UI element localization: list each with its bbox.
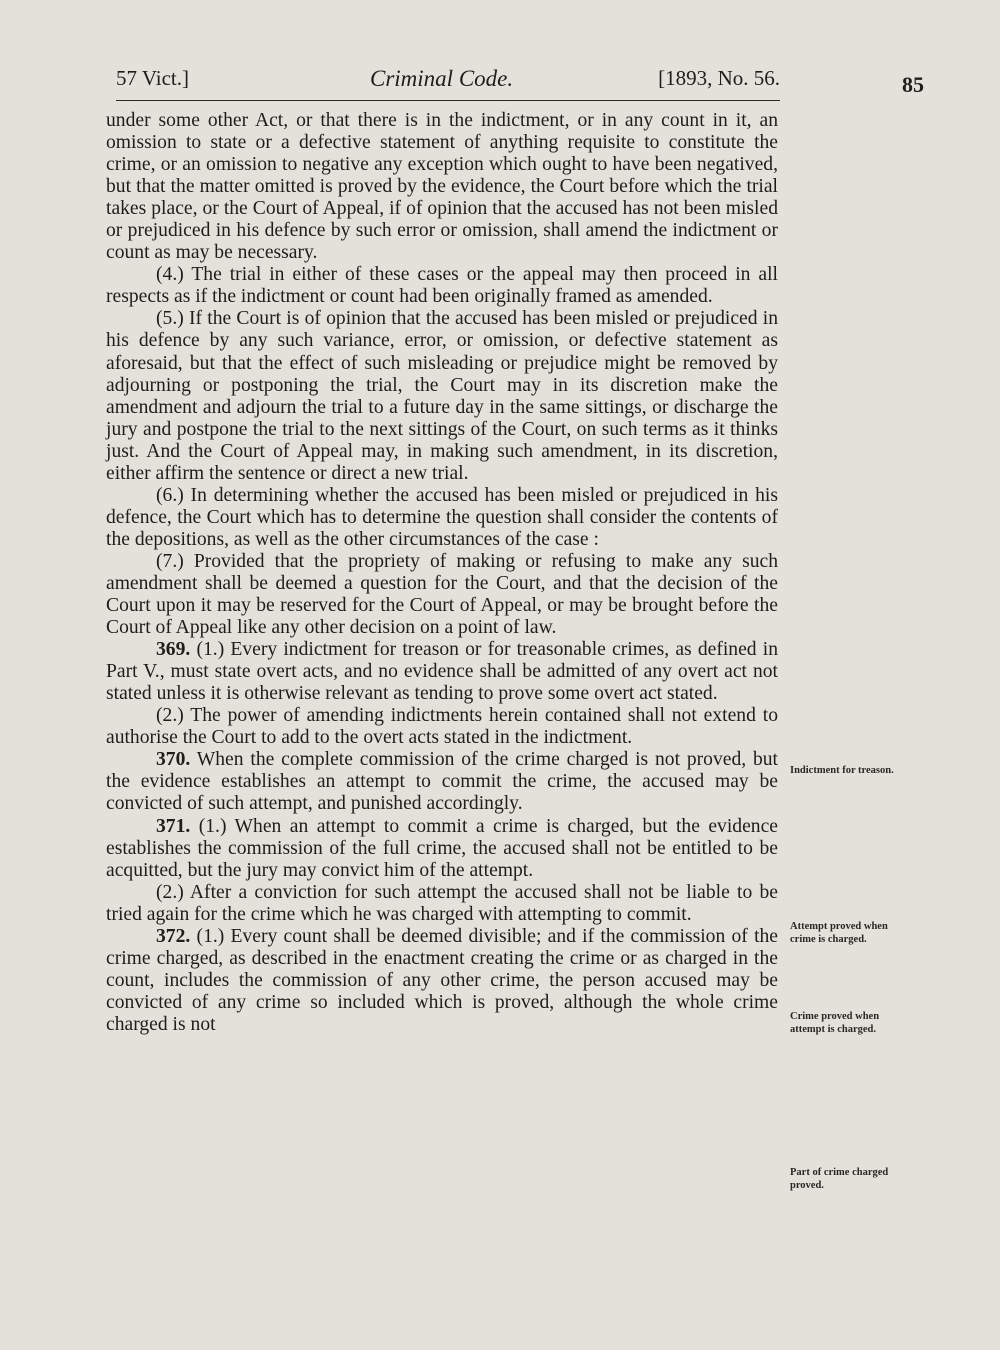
header-regnal-year: 57 Vict.] xyxy=(116,66,190,90)
subsection-paragraph xyxy=(106,551,778,639)
paragraph-text: When the complete commission of the crime charged is not proved, but the evidence establishes an attempt to commit the crime, the accused may be convicted of such attempt, and punished accordingly. xyxy=(106,749,778,815)
section-number: 371. xyxy=(156,815,191,837)
section-paragraph xyxy=(106,816,778,882)
paragraph-text: (7.) Provided that the propriety of making or refusing to make any such amendment shall be deemed a question for the Court, and that the decision of the Court upon it may be reserved for the Court of Appeal, or may be brought before the Court of Appeal like any other decision on a point of law. xyxy=(106,550,778,639)
subsection-paragraph xyxy=(106,705,778,749)
subsection-paragraph xyxy=(106,882,778,926)
paragraph-text: under some other Act, or that there is in the indictment, or in any count in it, an omission to state or a defective statement of anything requisite to constitute the crime, or an omission to negative any exception which ought to have been negatived, but that the matter omitted is proved by the evidence, the Court before which the trial takes place, or the Court of Appeal, if of opinion that the accused has not been misled or prejudiced in his defence by such error or omission, shall amend the indictment or count as may be necessary. xyxy=(106,110,778,264)
section-number: 369. xyxy=(156,639,191,661)
marginal-note-371: Crime proved when attempt is charged. xyxy=(790,1011,880,1035)
body-text xyxy=(106,110,778,1036)
section-paragraph xyxy=(106,749,778,815)
paragraph-text: (5.) If the Court is of opinion that the accused has been misled or prejudiced in his defence by any such variance, error, or omission, or defective statement as aforesaid, but that the effect of such misleading or prejudice might be removed by adjourning or postponing the trial, the Court may in its discretion make the amendment and adjourn the trial to a future day in the same sittings, or discharge the jury and postpone the trial to the next sittings of the Court, on such terms as it thinks just. And the Court of Appeal may, in making such amendment, in its discretion, either affirm the sentence or direct a new trial. xyxy=(106,308,778,484)
section-number: 370. xyxy=(156,749,191,771)
marginal-note-372: Part of crime charged proved. xyxy=(790,1167,889,1191)
subsection-paragraph xyxy=(106,308,778,484)
page-number: 85 xyxy=(902,72,924,97)
paragraph-text: (2.) The power of amending indictments herein contained shall not extend to authorise the Court to add to the overt acts stated in the indictment. xyxy=(106,705,778,749)
paragraph-text: (1.) Every indictment for treason or for treasonable crimes, as defined in Part V., must state overt acts, and no evidence shall be admitted of any overt act not stated unless it is otherwise relevant as tending to prove some overt act stated. xyxy=(106,639,778,705)
paragraph-text: (4.) The trial in either of these cases or the appeal may then proceed in all respects as if the indictment or count had been originally framed as amended. xyxy=(106,264,778,308)
subsection-paragraph xyxy=(106,485,778,551)
section-paragraph xyxy=(106,926,778,1036)
paragraph-continuation xyxy=(106,110,778,264)
marginal-note-369: Indictment for treason. xyxy=(790,765,894,776)
header-title: Criminal Code. xyxy=(370,66,514,91)
paragraph-text: (6.) In determining whether the accused has been misled or prejudiced in his defence, the Court which has to determine the question shall consider the contents of the depositions, as well as the other circumstances of the case : xyxy=(106,484,778,550)
subsection-paragraph xyxy=(106,264,778,308)
section-number: 372. xyxy=(156,925,191,947)
paragraph-text: (2.) After a conviction for such attempt the accused shall not be liable to be tried again for the crime which he was charged with attempting to commit. xyxy=(106,881,778,925)
paragraph-text: (1.) Every count shall be deemed divisible; and if the commission of the crime charged, as described in the enactment creating the crime or as charged in the count, includes the commission of any other crime, the person accused may be convicted of any crime so included which is proved, although the whole crime charged is not xyxy=(106,925,779,1035)
header-act-number: [1893, No. 56. xyxy=(658,66,780,90)
section-paragraph xyxy=(106,639,778,705)
paragraph-text: (1.) When an attempt to commit a crime is charged, but the evidence establishes the commission of the full crime, the accused shall not be entitled to be acquitted, but the jury may convict him of the attempt. xyxy=(106,815,778,881)
running-header xyxy=(116,60,780,101)
marginal-note-370: Attempt proved when crime is charged. xyxy=(790,921,888,945)
